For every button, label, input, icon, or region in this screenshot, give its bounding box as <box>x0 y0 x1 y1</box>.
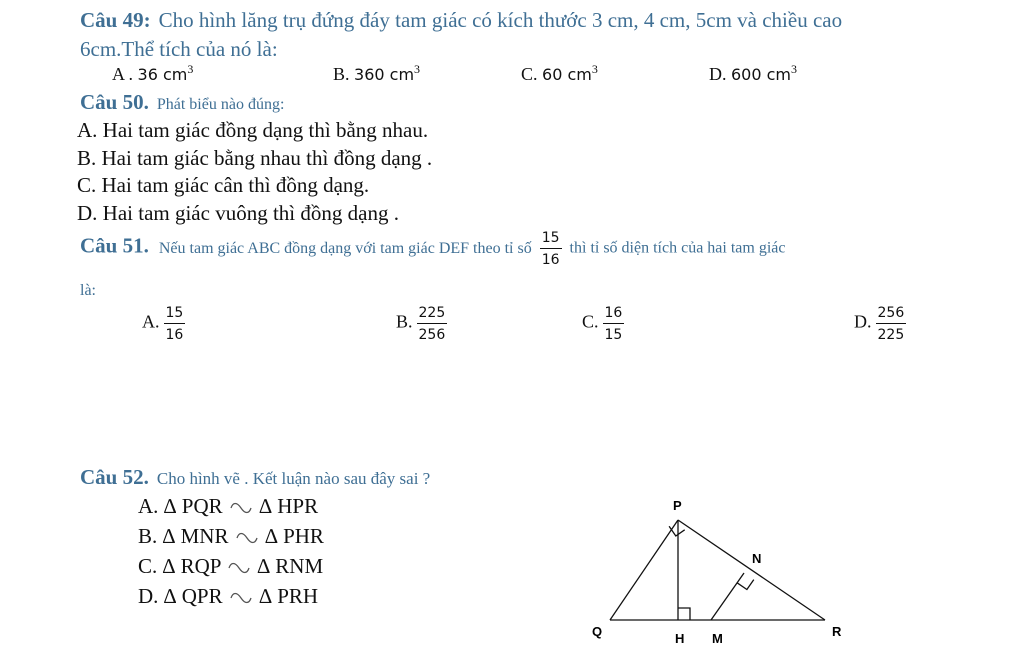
option-right: ∆ HPR <box>259 494 319 518</box>
option-exponent: 3 <box>591 62 598 76</box>
option-left: QPR <box>181 584 223 608</box>
q52-line <box>80 465 430 490</box>
fraction-denominator: 225 <box>877 327 905 343</box>
q49-option-b[interactable] <box>333 64 420 85</box>
q52-option-a[interactable] <box>138 494 318 519</box>
q49-text: Cho hình lăng trụ đứng đáy tam giác có kích thước 3 cm, 4 cm, 5cm và chiều cao <box>158 8 843 32</box>
option-letter: B. <box>396 311 413 332</box>
option-letter: B. <box>333 64 350 84</box>
label-q: Q <box>592 624 603 639</box>
label-p: P <box>673 498 682 513</box>
label-m: M <box>712 631 723 646</box>
option-letter: A . <box>112 64 134 84</box>
option-exponent: 3 <box>791 62 798 76</box>
option-left: MNR <box>180 524 229 548</box>
q51-label: Câu 51. <box>80 233 149 258</box>
right-angle-n <box>737 580 754 590</box>
option-left: RQP <box>180 554 221 578</box>
q52-option-d[interactable] <box>138 584 318 609</box>
option-letter: B. ∆ <box>138 524 176 548</box>
q52-option-c[interactable] <box>138 554 323 579</box>
option-right: ∆ RNM <box>257 554 324 578</box>
option-value: 36 cm <box>137 65 188 84</box>
option-letter: A. <box>142 311 160 332</box>
q50-option-a[interactable]: A. Hai tam giác đồng dạng thì bằng nhau. <box>77 118 429 142</box>
option-right: ∆ PRH <box>259 584 319 608</box>
segment-mn <box>711 573 744 620</box>
right-angle-p <box>669 526 685 536</box>
triangle-figure <box>580 490 860 655</box>
q51-option-c[interactable] <box>582 306 624 342</box>
option-letter: D. ∆ <box>138 584 177 608</box>
option-exponent: 3 <box>187 62 194 76</box>
similar-icon <box>226 561 252 575</box>
option-letter: A. ∆ <box>138 494 177 518</box>
fraction-numerator: 256 <box>876 306 907 324</box>
q52-option-b[interactable] <box>138 524 324 549</box>
option-value: 60 cm <box>542 65 592 84</box>
ratio-denominator: 16 <box>541 252 560 268</box>
option-letter: C. <box>521 64 538 84</box>
option-fraction <box>603 306 625 342</box>
segment-pr <box>678 520 825 620</box>
q51-option-b[interactable] <box>396 306 447 342</box>
q49-text-cont: 6cm.Thể tích của nó là: <box>80 37 278 61</box>
label-r: R <box>832 624 842 639</box>
q51-line <box>80 231 785 267</box>
q52-label: Câu 52. <box>80 465 149 489</box>
option-value: 360 cm <box>354 65 415 84</box>
label-h: H <box>675 631 685 646</box>
q50-label: Câu 50. <box>80 90 149 114</box>
q49-option-a[interactable] <box>112 64 193 85</box>
option-fraction <box>164 306 186 342</box>
fraction-denominator: 256 <box>418 327 446 343</box>
q50-option-d[interactable]: D. Hai tam giác vuông thì đồng dạng . <box>77 201 399 225</box>
fraction-numerator: 15 <box>164 306 186 324</box>
q51-ratio <box>540 231 562 267</box>
label-n: N <box>752 551 762 566</box>
q51-text-cont: thì tỉ số diện tích của hai tam giác <box>569 239 786 257</box>
fraction-numerator: 16 <box>603 306 625 324</box>
q51-option-d[interactable] <box>854 306 906 342</box>
right-angle-h <box>678 608 690 620</box>
q52-text: Cho hình vẽ . Kết luận nào sau đây sai ? <box>156 469 431 488</box>
option-letter: D. <box>709 64 727 84</box>
option-fraction <box>417 306 448 342</box>
similar-icon <box>228 591 254 605</box>
q51-option-a[interactable] <box>142 306 185 342</box>
option-letter: C. <box>582 311 599 332</box>
similar-icon <box>234 531 260 545</box>
q50-line <box>80 90 284 115</box>
q51-text: Nếu tam giác ABC đồng dạng với tam giác DEF theo tỉ số <box>158 239 532 257</box>
q50-option-c[interactable]: C. Hai tam giác cân thì đồng dạng. <box>77 173 370 197</box>
segment-qp <box>610 520 678 620</box>
option-exponent: 3 <box>414 62 421 76</box>
fraction-denominator: 15 <box>604 327 623 343</box>
q50-text: Phát biểu nào đúng: <box>156 96 285 113</box>
q49-option-c[interactable] <box>521 64 598 85</box>
fraction-numerator: 225 <box>417 306 448 324</box>
ratio-numerator: 15 <box>540 231 562 249</box>
q49-label: Câu 49: <box>80 8 151 32</box>
option-letter: D. <box>854 311 872 332</box>
q49-option-d[interactable] <box>709 64 797 85</box>
q50-option-b[interactable]: B. Hai tam giác bằng nhau thì đồng dạng . <box>77 146 433 170</box>
similar-icon <box>228 501 254 515</box>
option-value: 600 cm <box>731 65 792 84</box>
option-fraction <box>876 306 907 342</box>
option-right: ∆ PHR <box>264 524 324 548</box>
option-left: PQR <box>181 494 223 518</box>
q51-text-end: là: <box>80 282 96 299</box>
fraction-denominator: 16 <box>165 327 184 343</box>
q49-line1 <box>80 8 842 33</box>
option-letter: C. ∆ <box>138 554 176 578</box>
